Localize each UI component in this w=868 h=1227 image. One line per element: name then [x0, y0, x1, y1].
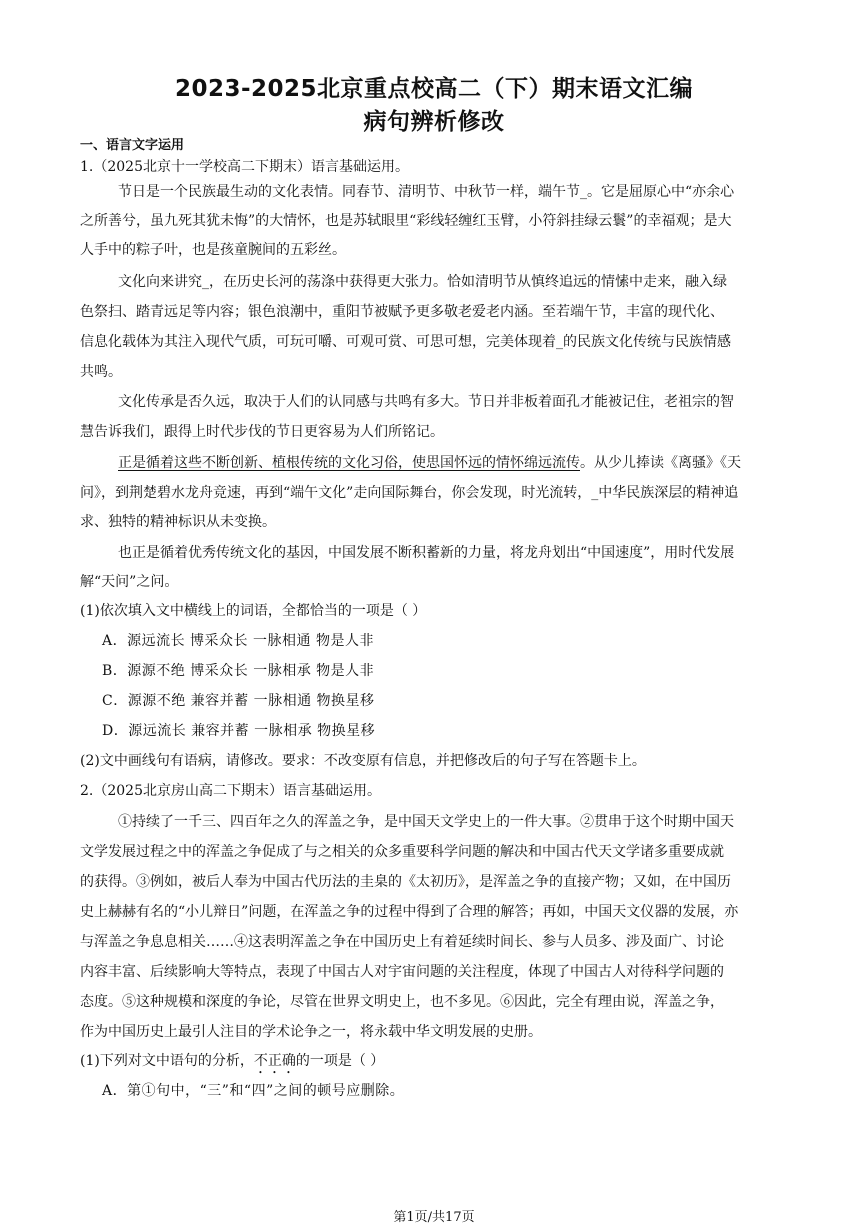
q2-para-line: 与浑盖之争息息相关……④这表明浑盖之争在中国历史上有着延续时间长、参与人员多、涉及面广、讨论: [80, 934, 724, 950]
option-c: C．源源不绝 兼容并蓄 一脉相通 物换星移: [102, 693, 375, 709]
page-footer: 第1页/共17页: [393, 1210, 475, 1225]
q2-para-line: ①持续了一千三、四百年之久的浑盖之争，是中国天文学史上的一件大事。②贯串于这个时期中国天: [118, 814, 734, 830]
q2-sub1-text: (1)下列对文中语句的分析，: [80, 1053, 254, 1069]
q2-para-line: 内容丰富、后续影响大等特点，表现了中国古人对宇宙问题的关注程度，体现了中国古人对待科学问题的: [80, 964, 724, 980]
q1-para-line: 求、独特的精神标识从未变换。: [80, 514, 276, 530]
q1-para-line: 文化向来讲究_，在历史长河的荡涤中获得更大张力。恰如清明节从慎终追远的情愫中走来，融入绿: [118, 274, 727, 290]
question-1-sub2: (2)文中画线句有语病，请修改。要求：不改变原有信息，并把修改后的句子写在答题卡上。: [80, 753, 646, 769]
q1-para-line: 文化传承是否久远，取决于人们的认同感与共鸣有多大。节日并非板着面孔才能被记住，老祖宗的智: [118, 394, 734, 410]
q1-para-line: 共鸣。: [80, 364, 122, 380]
underlined-sentence: 正是循着这些不断创新、植根传统的文化习俗，使思国怀远的情怀绵远流传: [118, 455, 580, 471]
q1-para-line: 节日是一个民族最生动的文化表情。同春节、清明节、中秋节一样，端午节_。它是屈原心中“亦余心: [118, 184, 735, 200]
q2-para-line: 态度。⑤这种规模和深度的争论，尽管在世界文明史上，也不多见。⑥因此，完全有理由说，浑盖之争，: [80, 994, 724, 1010]
document-title: 2023-2025北京重点校高二（下）期末语文汇编: [174, 76, 694, 102]
q2-sub1-text: 的一项是（ ）: [295, 1053, 385, 1069]
q2-para-line: 文学发展过程之中的浑盖之争促成了与之相关的众多重要科学问题的解决和中国古代天文学诸多重要成就: [80, 844, 724, 860]
q1-para-line: 之所善兮，虽九死其犹未悔”的大情怀，也是苏轼眼里“彩线轻缠红玉臂，小符斜挂绿云鬟”的幸福观；是大: [80, 213, 732, 229]
q1-para-line: 色祭扫、踏青远足等内容；银色浪潮中，重阳节被赋予更多敬老爱老内涵。至若端午节，丰富的现代化、: [80, 304, 724, 320]
section-heading: 一、语言文字运用: [80, 138, 185, 153]
q1-para-line: 信息化载体为其注入现代气质，可玩可嚼、可观可赏、可思可想，完美体现着_的民族文化传统与民族情感: [80, 334, 731, 350]
option-d: D．源远流长 兼容并蓄 一脉相承 物换星移: [102, 723, 376, 739]
option-b: B．源源不绝 博采众长 一脉相承 物是人非: [102, 663, 375, 679]
q2-para-line: 史上赫赫有名的“小儿辩日”问题，在浑盖之争的过程中得到了合理的解答；再如，中国天文仪器的发展，亦: [80, 904, 739, 920]
question-2-sub1: [80, 1052, 384, 1077]
emphasis-text: 不正确: [253, 1053, 296, 1069]
question-1-sub1: (1)依次填入文中横线上的词语，全都恰当的一项是（ ）: [80, 603, 427, 619]
q1-para-line: 解“天问”之问。: [80, 574, 179, 590]
document-subtitle: 病句辨析修改: [363, 109, 505, 135]
option-a: A．第①句中，“三”和“四”之间的顿号应删除。: [102, 1083, 405, 1099]
q1-para-line: 也正是循着优秀传统文化的基因，中国发展不断积蓄新的力量，将龙舟划出“中国速度”，用时代发展: [118, 545, 735, 561]
question-2-header: 2.（2025北京房山高二下期末）语言基础运用。: [80, 783, 381, 799]
q1-para-line: 人手中的粽子叶，也是孩童腕间的五彩丝。: [80, 242, 346, 258]
question-1-header: 1.（2025北京十一学校高二下期末）语言基础运用。: [80, 159, 409, 175]
q2-para-line: 的获得。③例如，被后人奉为中国古代历法的圭臬的《太初历》，是浑盖之争的直接产物；又如，在中国历: [80, 874, 731, 890]
q1-para-text: 。从少儿捧读《离骚》《天: [580, 455, 741, 471]
q1-para-line: 问》，到荆楚碧水龙舟竞速，再到“端午文化”走向国际舞台，你会发现，时光流转，_中华民族深层的精神追: [80, 485, 739, 501]
q1-para-line: 慧告诉我们，跟得上时代步伐的节日更容易为人们所铭记。: [80, 424, 444, 440]
q2-para-line: 作为中国历史上最引人注目的学术论争之一，将永载中华文明发展的史册。: [80, 1024, 542, 1040]
option-a: A．源远流长 博采众长 一脉相通 物是人非: [102, 633, 374, 649]
q1-para-line-underlined: [118, 454, 741, 472]
